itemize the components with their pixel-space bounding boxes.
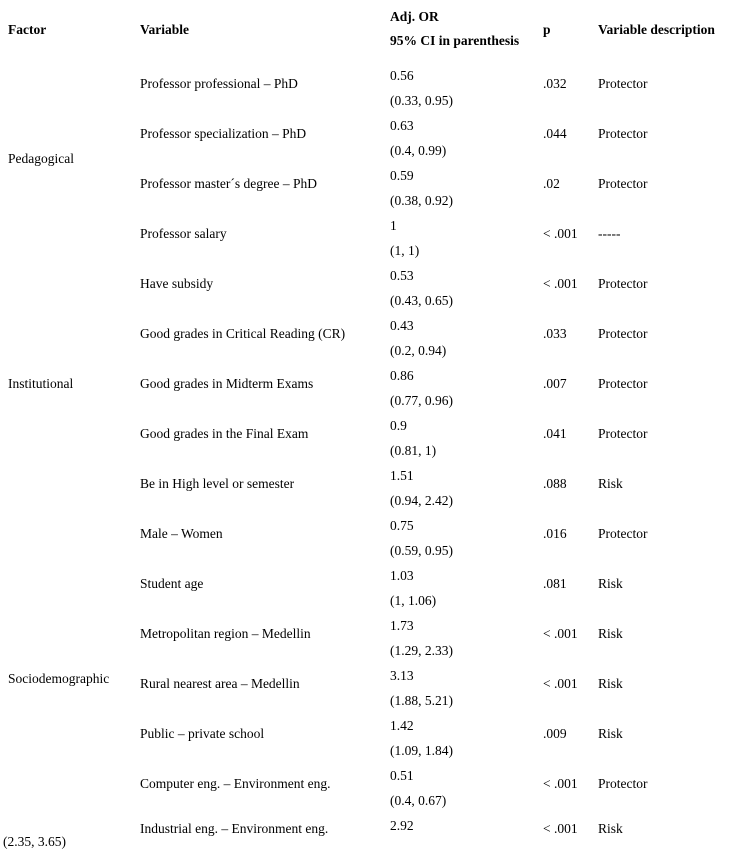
- ci-value: (0.81, 1): [390, 443, 437, 458]
- variable-description: Risk: [598, 475, 623, 491]
- variable-name: Metropolitan region – Medellin: [140, 625, 311, 641]
- variable-name: Industrial eng. – Environment eng.: [140, 820, 329, 836]
- or-value: 0.53: [390, 268, 414, 283]
- variable-description: Protector: [598, 775, 648, 791]
- variable-name: Professor master´s degree – PhD: [140, 175, 317, 191]
- or-value: 0.86: [390, 368, 414, 383]
- variable-description: Risk: [598, 820, 623, 836]
- variable-description: Protector: [598, 75, 648, 91]
- p-value: .02: [543, 175, 560, 191]
- or-value: 0.51: [390, 768, 414, 783]
- ci-value: (0.38, 0.92): [390, 193, 453, 208]
- header-variable-description: Variable description: [598, 21, 715, 37]
- variable-description: Risk: [598, 725, 623, 741]
- variable-name: Good grades in Critical Reading (CR): [140, 325, 346, 341]
- ci-value: (0.4, 0.67): [390, 793, 447, 808]
- or-value: 0.43: [390, 318, 414, 333]
- or-value: 0.59: [390, 168, 414, 183]
- p-value: .033: [543, 325, 567, 341]
- p-value: .016: [543, 525, 567, 541]
- variable-description: Protector: [598, 425, 648, 441]
- adj-or-cell: [390, 458, 543, 508]
- or-value: 2.92: [390, 818, 414, 833]
- adj-or-cell: [390, 758, 543, 808]
- variable-name: Professor professional – PhD: [140, 75, 298, 91]
- or-value: 0.75: [390, 518, 414, 533]
- p-value: < .001: [543, 675, 578, 691]
- p-value: .041: [543, 425, 567, 441]
- variable-name: Male – Women: [140, 525, 223, 541]
- ci-value: (0.59, 0.95): [390, 543, 453, 558]
- or-value: 3.13: [390, 668, 414, 683]
- or-value: 1.42: [390, 718, 414, 733]
- p-value: < .001: [543, 625, 578, 641]
- variable-name: Have subsidy: [140, 275, 214, 291]
- or-value: 0.9: [390, 418, 407, 433]
- or-value: 1.51: [390, 468, 414, 483]
- factor-label: Pedagogical: [8, 150, 74, 166]
- header-adj-or-line1: Adj. OR: [390, 9, 439, 24]
- ci-value: (1.09, 1.84): [390, 743, 453, 758]
- variable-name: Good grades in Midterm Exams: [140, 375, 314, 391]
- or-value: 1.73: [390, 618, 414, 633]
- header-factor: Factor: [8, 21, 47, 37]
- variable-description: Protector: [598, 275, 648, 291]
- ci-value: (1, 1.06): [390, 593, 437, 608]
- adj-or-cell: [390, 108, 543, 158]
- variable-name: Computer eng. – Environment eng.: [140, 775, 331, 791]
- adj-or-cell: [390, 308, 543, 358]
- adj-or-cell: [390, 208, 543, 258]
- ci-value: (0.43, 0.65): [390, 293, 453, 308]
- ci-value: (0.33, 0.95): [390, 93, 453, 108]
- adj-or-cell: [390, 408, 543, 458]
- factor-label: Sociodemographic: [8, 670, 110, 686]
- header-adj-or: [390, 0, 543, 58]
- p-value: .007: [543, 375, 567, 391]
- p-value: .081: [543, 575, 567, 591]
- ci-value: (0.4, 0.99): [390, 143, 447, 158]
- variable-name: Student age: [140, 575, 204, 591]
- variable-name: Professor salary: [140, 225, 227, 241]
- adj-or-cell: [390, 158, 543, 208]
- variable-description: Risk: [598, 625, 623, 641]
- adj-or-cell: [390, 608, 543, 658]
- header-adj-or-line2: 95% CI in parenthesis: [390, 33, 520, 48]
- p-value: < .001: [543, 820, 578, 836]
- variable-description: Risk: [598, 675, 623, 691]
- variable-name: Professor specialization – PhD: [140, 125, 307, 141]
- adj-or-cell: [390, 658, 543, 708]
- p-value: .088: [543, 475, 567, 491]
- variable-description: Protector: [598, 175, 648, 191]
- variable-description: -----: [598, 225, 621, 241]
- adj-or-cell: [390, 58, 543, 108]
- variable-description: Protector: [598, 325, 648, 341]
- or-value: 1.03: [390, 568, 414, 583]
- variable-description: Protector: [598, 375, 648, 391]
- variable-name: Good grades in the Final Exam: [140, 425, 309, 441]
- adj-or-cell: [390, 708, 543, 758]
- variable-name: Be in High level or semester: [140, 475, 295, 491]
- variable-description: Protector: [598, 125, 648, 141]
- adj-or-cell: [390, 558, 543, 608]
- ci-value: (1.29, 2.33): [390, 643, 453, 658]
- adj-or-cell: [390, 358, 543, 408]
- p-value: < .001: [543, 775, 578, 791]
- variable-description: Risk: [598, 575, 623, 591]
- adj-or-cell: [390, 808, 543, 848]
- ci-value: (1.88, 5.21): [390, 693, 453, 708]
- header-p: p: [543, 21, 551, 37]
- p-value: < .001: [543, 275, 578, 291]
- p-value: .032: [543, 75, 567, 91]
- p-value: .009: [543, 725, 567, 741]
- adj-or-cell: [390, 508, 543, 558]
- variable-description: Protector: [598, 525, 648, 541]
- p-value: .044: [543, 125, 567, 141]
- or-value: 1: [390, 218, 397, 233]
- adj-or-cell: [390, 258, 543, 308]
- variable-name: Rural nearest area – Medellin: [140, 675, 300, 691]
- ci-value: (0.94, 2.42): [390, 493, 453, 508]
- or-value: 0.63: [390, 118, 414, 133]
- or-value: 0.56: [390, 68, 414, 83]
- header-variable: Variable: [140, 21, 190, 37]
- ci-value: (1, 1): [390, 243, 420, 258]
- p-value: < .001: [543, 225, 578, 241]
- ci-value: (0.77, 0.96): [390, 393, 453, 408]
- wrapped-ci-text: (2.35, 3.65): [3, 834, 66, 849]
- ci-value: (0.2, 0.94): [390, 343, 447, 358]
- variable-name: Public – private school: [140, 725, 265, 741]
- factor-label: Institutional: [8, 375, 74, 391]
